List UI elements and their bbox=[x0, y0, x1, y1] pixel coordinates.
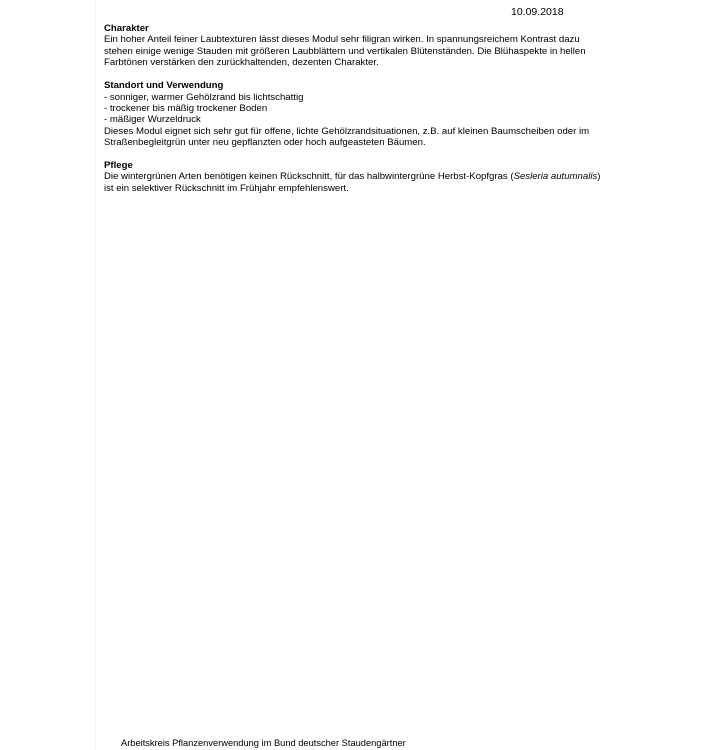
section-standort bbox=[104, 80, 604, 148]
paragraph-line: Dieses Modul eignet sich sehr gut für offene, lichte Gehölzrandsituationen, z.B. auf kleinen Baumscheiben oder im bbox=[104, 125, 590, 137]
paragraph-line: ist ein selektiver Rückschnitt im Frühjahr empfehlenswert. bbox=[104, 182, 349, 194]
paragraph-line: Farbtönen verstärken den zurückhaltenden, dezenten Charakter. bbox=[104, 57, 379, 69]
list-item: - trockener bis mäßig trockener Boden bbox=[104, 102, 268, 114]
page-edge-divider bbox=[95, 0, 96, 750]
paragraph-line: stehen einige wenige Stauden mit größeren Laubblättern und vertikalen Blütenständen. Die Blühaspekte in hellen bbox=[104, 45, 586, 57]
species-name: Sesleria autumnalis bbox=[513, 171, 598, 183]
paragraph-line: Straßenbegleitgrün unter neu gepflanzten oder hoch aufgeasteten Bäumen. bbox=[104, 137, 426, 149]
section-heading-charakter: Charakter bbox=[104, 23, 149, 34]
pflege-text-after: ) bbox=[597, 171, 601, 183]
document-body bbox=[104, 23, 604, 206]
section-heading-pflege: Pflege bbox=[104, 160, 133, 172]
section-pflege bbox=[104, 160, 604, 194]
pflege-text-before: Die wintergrünen Arten benötigen keinen Rückschnitt, für das halbwintergrüne Herbst-Kopfgras ( bbox=[104, 171, 514, 183]
document-footer: Arbeitskreis Pflanzenverwendung im Bund deutscher Staudengärtner bbox=[121, 738, 406, 748]
section-charakter bbox=[104, 23, 604, 69]
document-date: 10.09.2018 bbox=[511, 6, 564, 18]
section-heading-standort: Standort und Verwendung bbox=[104, 80, 224, 92]
list-item: - mäßiger Wurzeldruck bbox=[104, 114, 201, 126]
paragraph-line bbox=[104, 171, 604, 182]
standort-list bbox=[104, 92, 604, 126]
list-item: - sonniger, warmer Gehölzrand bis lichtschattig bbox=[104, 91, 304, 103]
paragraph-line: Ein hoher Anteil feiner Laubtexturen lässt dieses Modul sehr filigran wirken. In spannungsreichem Kontrast dazu bbox=[104, 34, 580, 46]
